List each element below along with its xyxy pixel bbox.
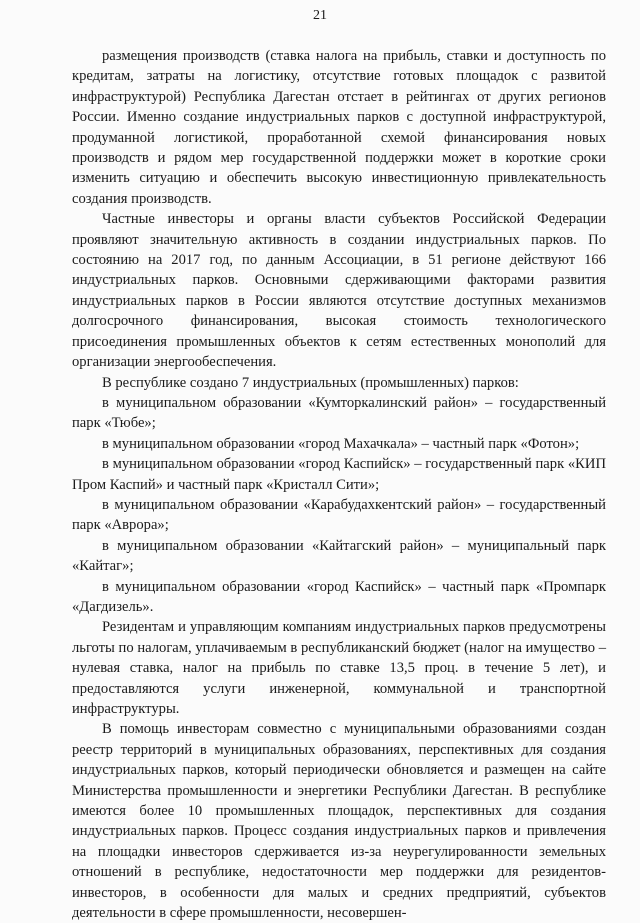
paragraph-intro: размещения производств (ставка налога на прибыль, ставки и доступность по кредитам, затраты на логистику, отсутствие готовых площадок с развитой инфраструктурой) Республика Дагестан отстает в рейтингах от других регионов России. Именно создание индустриальных парков с доступной инфраструктурой, продуманной логистикой, проработанной схемой финансирования новых производств и рядом мер государственной поддержки может в короткие сроки изменить ситуацию и обеспечить высокую инвестиционную привлекательность создания производств. <box>72 48 606 207</box>
paragraph-investors: Частные инвесторы и органы власти субъектов Российской Федерации проявляют значительную активность в создании индустриальных парков. По состоянию на 2017 год, по данным Ассоциации, в 51 регионе действуют 166 индустриальных парков. Основными сдерживающими факторами развития индустриальных парков в России являются отсутствие доступных механизмов долгосрочного финансирования, высокая стоимость технологического присоединения промышленных объектов к сетям естественных монополий для организации энергообеспечения. <box>72 211 606 371</box>
list-item-park-dagdizel: в муниципальном образовании «город Каспийск» – частный парк «Промпарк «Дагдизель». <box>72 578 606 615</box>
list-item-park-kaspiy: в муниципальном образовании «город Каспийск» – государственный парк «КИП Пром Каспий» и частный парк «Кристалл Сити»; <box>72 456 606 493</box>
list-item-park-avrora: в муниципальном образовании «Карабудахкентский район» – государственный парк «Аврора»; <box>72 496 606 534</box>
list-item-park-tyube: в муниципальном образовании «Кумторкалинский район» – государственный парк «Тюбе»; <box>72 394 606 432</box>
page-body <box>72 46 606 923</box>
list-item-park-kaytag: в муниципальном образовании «Кайтагский район» – муниципальный парк «Кайтаг»; <box>72 537 606 575</box>
paragraph-parks-count: В республике создано 7 индустриальных (промышленных) парков: <box>102 374 519 391</box>
page-number: 21 <box>313 8 327 23</box>
paragraph-benefits: Резидентам и управляющим компаниям индустриальных парков предусмотрены льготы по налогам, уплачиваемым в республиканский бюджет (налог на имущество – нулевая ставка, налог на прибыль по ставке 13,5 проц. в течение 5 лет), и предоставляются услуги инженерной, коммунальной и транспортной инфраструктуры. <box>72 619 606 717</box>
paragraph-registry: В помощь инвесторам совместно с муниципальными образованиями создан реестр территорий в муниципальных образованиях, перспективных для создания индустриальных парков, который периодически обновляется и размещен на сайте Министерства промышленности и энергетики Республики Дагестан. В республике имеются более 10 промышленных площадок, перспективных для создания индустриальных парков. Процесс создания индустриальных парков и привлечения на площадки инвесторов сдерживается из-за неурегулированности земельных отношений в республике, недостаточности мер поддержки для резидентов-инвесторов, в особенности для малых и средних предприятий, субъектов деятельности в сфере промышленности, несовершен- <box>72 721 606 922</box>
list-item-park-foton: в муниципальном образовании «город Махачкала» – частный парк «Фотон»; <box>102 435 580 452</box>
